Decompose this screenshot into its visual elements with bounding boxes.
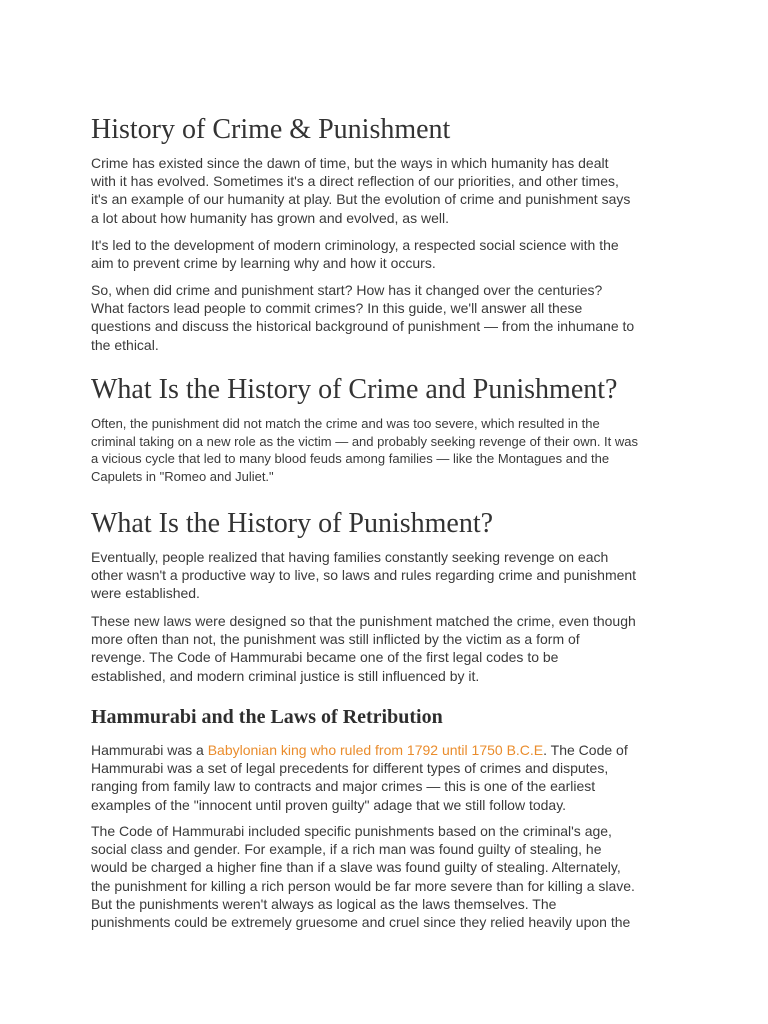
text-line: more often than not, the punishment was still inflicted by the victim as a form of <box>91 631 580 648</box>
text-line: Hammurabi was a Babylonian king who ruled from 1792 until 1750 B.C.E. The Code of <box>91 742 628 758</box>
text-line: with it has evolved. Sometimes it's a direct reflection of our priorities, and other times, <box>91 173 619 190</box>
text-line: aim to prevent crime by learning why and how it occurs. <box>91 255 436 272</box>
text-line: It's led to the development of modern criminology, a respected social science with the <box>91 237 619 253</box>
page-title: History of Crime & Punishment <box>91 114 451 145</box>
text-line: other wasn't a productive way to live, so laws and rules regarding crime and punishment <box>91 567 637 584</box>
section-heading-hammurabi: Hammurabi and the Laws of Retribution <box>91 706 443 728</box>
section-1-paragraph-1 <box>91 415 638 486</box>
text-line: Hammurabi was a set of legal precedents for different types of crimes and disputes, <box>91 760 609 777</box>
text-line: would be charged a higher fine than if a slave was found guilty of stealing. Alternately, <box>91 859 621 876</box>
text-line: Eventually, people realized that having families constantly seeking revenge on each <box>91 549 609 565</box>
text-line: ranging from family law to contracts and major crimes — this is one of the earliest <box>91 778 596 795</box>
text-line: it's an example of our humanity at play. But the evolution of crime and punishment says <box>91 191 631 208</box>
text-line: a lot about how humanity has grown and evolved, as well. <box>91 209 449 226</box>
text-line: punishments could be extremely gruesome and cruel since they relied heavily upon the <box>91 914 631 931</box>
text-line: Often, the punishment did not match the crime and was too severe, which resulted in the <box>91 416 600 431</box>
text-line: examples of the "innocent until proven guilty" adage that we still follow today. <box>91 796 567 813</box>
text-line: were established. <box>91 585 200 602</box>
text-line: What factors lead people to commit crimes? In this guide, we'll answer all these <box>91 300 583 317</box>
text-line: the ethical. <box>91 336 159 353</box>
section-2-paragraph-2 <box>91 612 636 685</box>
text-line: Crime has existed since the dawn of time, but the ways in which humanity has dealt <box>91 155 609 171</box>
inline-link[interactable]: Babylonian king who ruled from 1792 until 1750 B.C.E <box>207 742 544 758</box>
text-line: criminal taking on a new role as the victim — and probably seeking revenge of their own. It was <box>91 433 638 449</box>
text-line: revenge. The Code of Hammurabi became one of the first legal codes to be <box>91 649 559 666</box>
section-heading-crime-and-punishment: What Is the History of Crime and Punishment? <box>91 374 618 405</box>
intro-paragraph-3 <box>91 281 634 354</box>
section-2-paragraph-1 <box>91 548 636 603</box>
text-line: So, when did crime and punishment start? How has it changed over the centuries? <box>91 282 603 298</box>
text-line: a vicious cycle that led to many blood feuds among families — like the Montagues and the <box>91 451 610 467</box>
section-3-paragraph-2 <box>91 822 635 931</box>
intro-paragraph-1 <box>91 154 630 227</box>
text-line: social class and gender. For example, if a rich man was found guilty of stealing, he <box>91 841 602 858</box>
intro-paragraph-2 <box>91 236 619 272</box>
text-line: questions and discuss the historical background of punishment — from the inhumane to <box>91 318 635 335</box>
section-3-paragraph-1 <box>91 741 628 814</box>
text-line: But the punishments weren't always as logical as the laws themselves. The <box>91 895 557 912</box>
text-line: Capulets in "Romeo and Juliet." <box>91 469 274 485</box>
text-line: The Code of Hammurabi included specific punishments based on the criminal's age, <box>91 823 612 839</box>
section-heading-punishment: What Is the History of Punishment? <box>91 508 494 539</box>
text-line: These new laws were designed so that the punishment matched the crime, even though <box>91 613 636 629</box>
text-line: established, and modern criminal justice is still influenced by it. <box>91 667 480 684</box>
text-line: the punishment for killing a rich person would be far more severe than for killing a slave. <box>91 877 635 894</box>
